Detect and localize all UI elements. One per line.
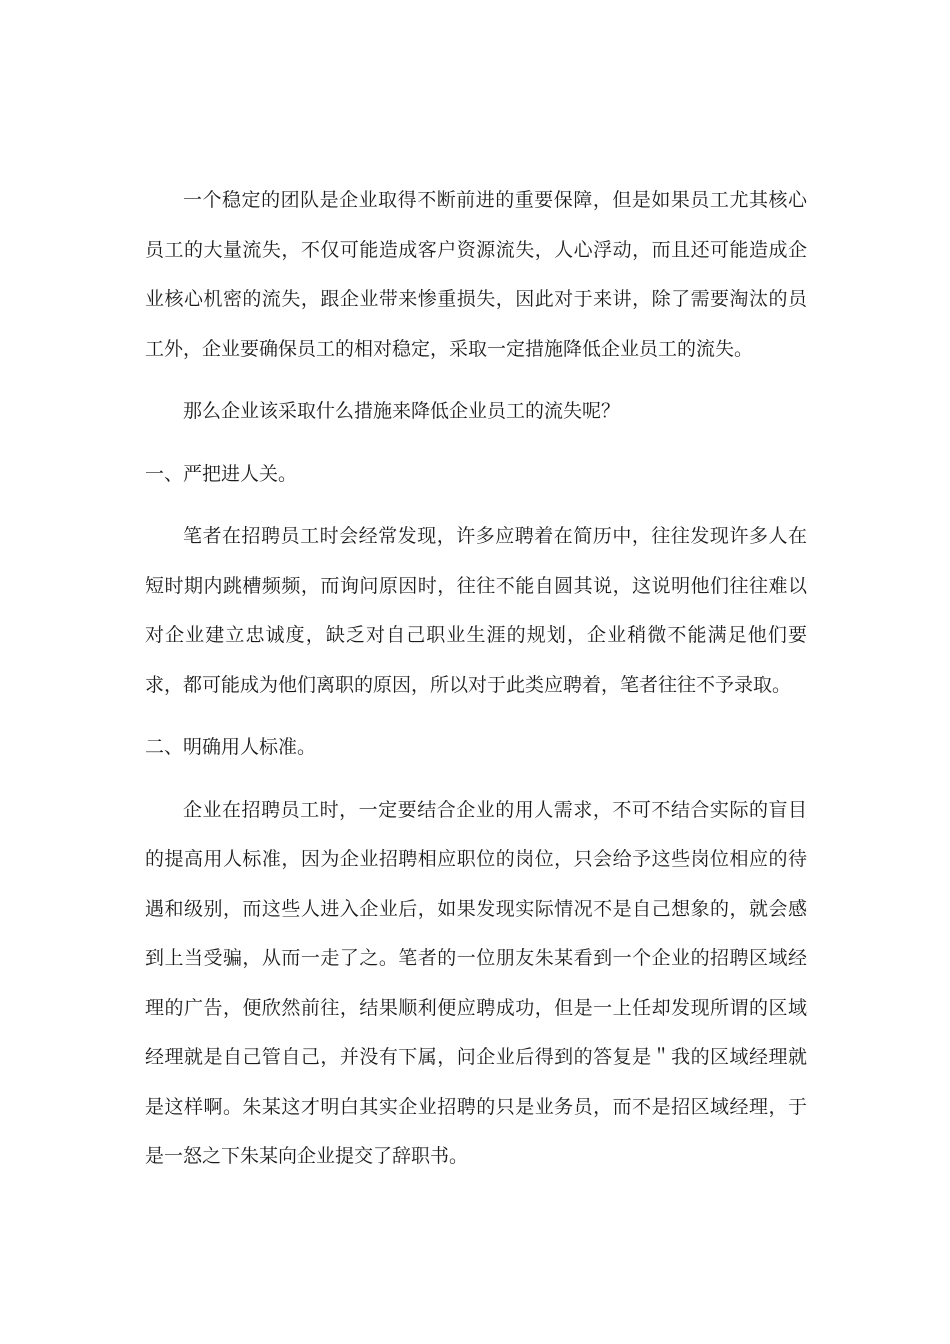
paragraph-section-2: 企业在招聘员工时，一定要结合企业的用人需求，不可不结合实际的盲目的提高用人标准，因为企业招聘相应职位的岗位，只会给予这些岗位相应的待遇和级别，而这些人进入企业后，如果发现实际情况不是自己想象的，就会感到上当受骗，从而一走了之。笔者的一位朋友朱某看到一个企业的招聘区域经理的广告，便欣然前往，结果顺利便应聘成功，但是一上任却发现所谓的区域经理就是自己管自己，并没有下属，问企业后得到的答复是＂我的区域经理就是这样啊。朱某这才明白其实企业招聘的只是业务员，而不是招区域经理，于是一怒之下朱某向企业提交了辞职书。 [145, 798, 807, 1167]
paragraph-intro: 一个稳定的团队是企业取得不断前进的重要保障，但是如果员工尤其核心员工的大量流失，不仅可能造成客户资源流失，人心浮动，而且还可能造成企业核心机密的流失，跟企业带来惨重损失，因此对于来讲，除了需要淘汰的员工外，企业要确保员工的相对稳定，采取一定措施降低企业员工的流失。 [145, 189, 807, 360]
paragraph-question: 那么企业该采取什么措施来降低企业员工的流失呢？ [183, 400, 621, 422]
section-heading-1: 一、严把进人关。 [145, 462, 298, 485]
document-body [145, 176, 807, 1182]
section-heading-2: 二、明确用人标准。 [145, 736, 317, 758]
paragraph-section-1: 笔者在招聘员工时会经常发现，许多应聘着在简历中，往往发现许多人在短时期内跳槽频频，而询问原因时，往往不能自圆其说，这说明他们往往难以对企业建立忠诚度，缺乏对自己职业生涯的规划，企业稍微不能满足他们要求，都可能成为他们离职的原因，所以对于此类应聘着，笔者往往不予录取。 [145, 525, 807, 696]
